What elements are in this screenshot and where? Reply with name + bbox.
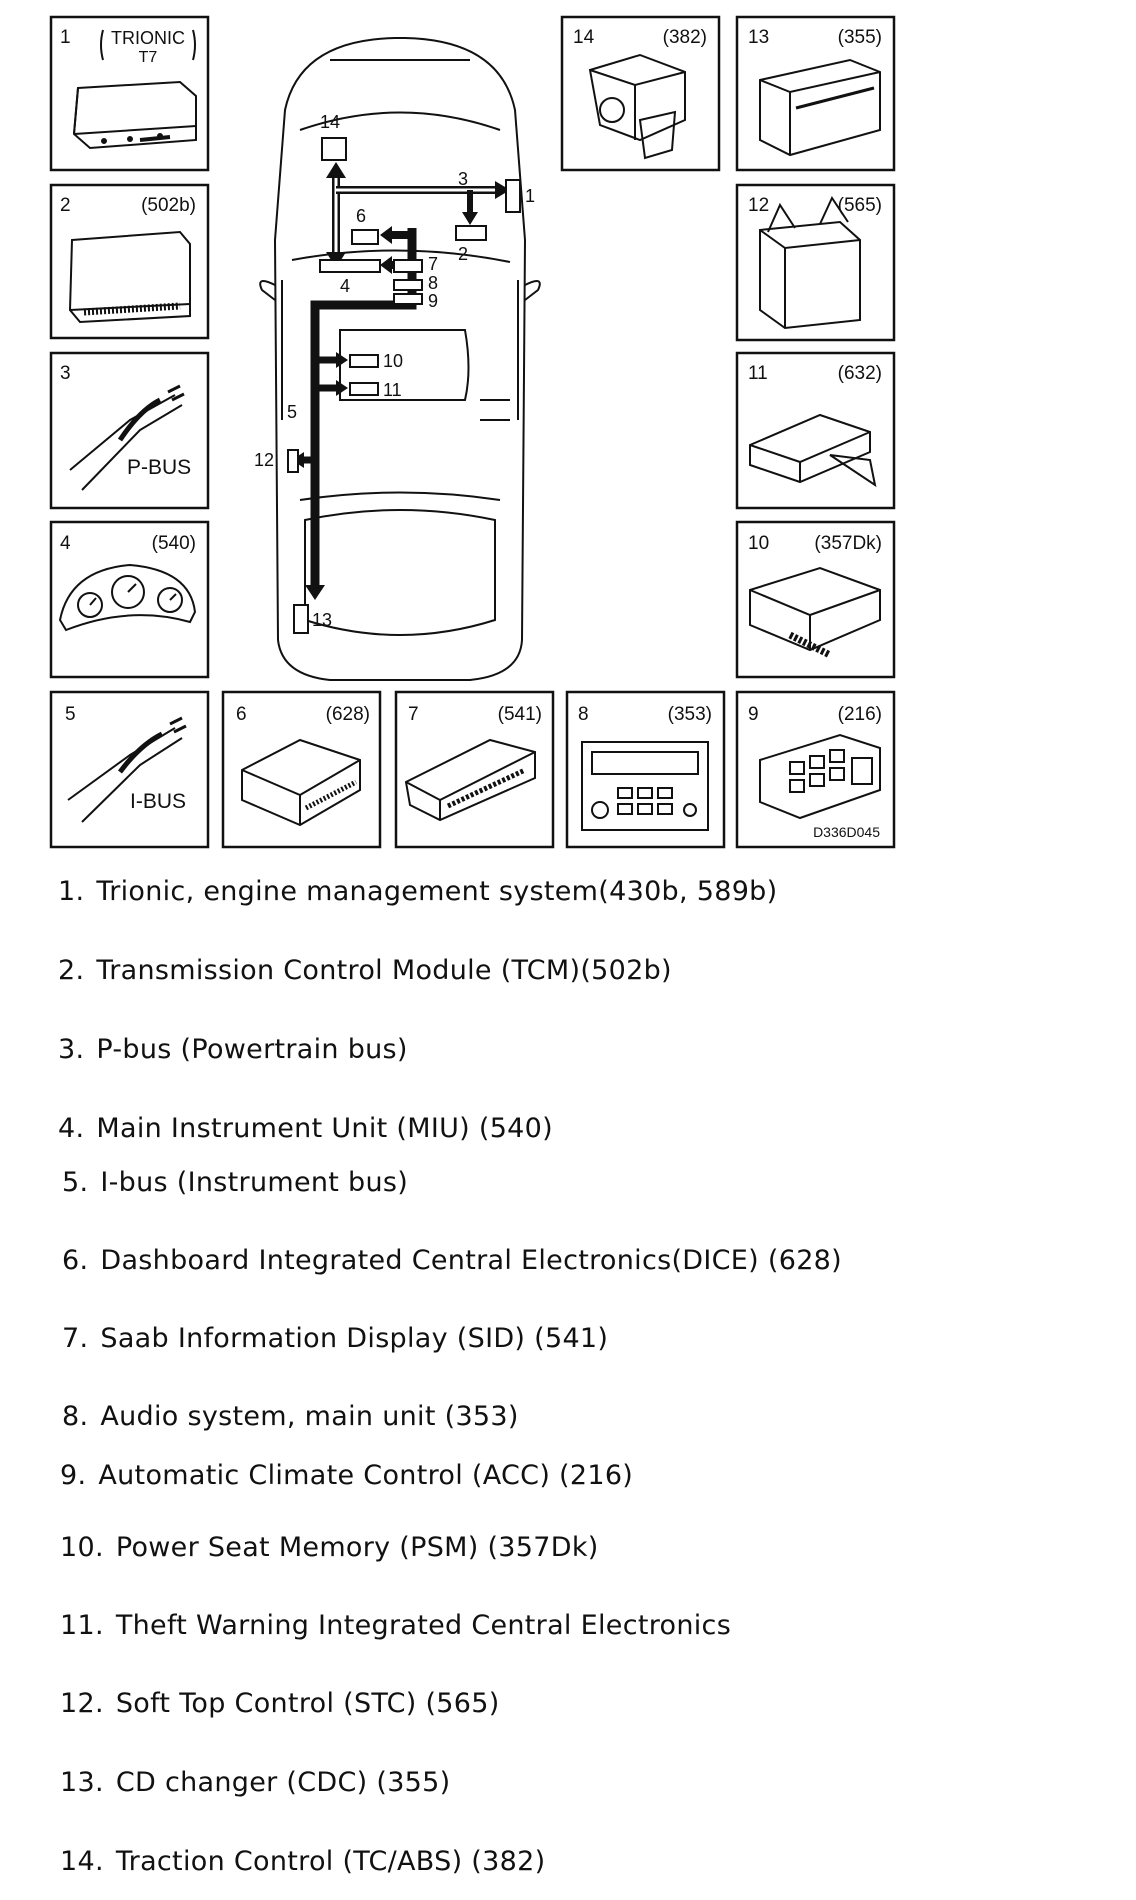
legend-text: CD changer (CDC) (355)	[115, 1767, 451, 1798]
psm-module-icon	[750, 568, 880, 655]
component-box-9	[737, 692, 894, 847]
box-number: 10	[748, 533, 770, 554]
legend-item	[60, 1688, 500, 1719]
component-box-2	[51, 185, 208, 338]
component-box-8	[567, 692, 724, 847]
marker-1	[506, 180, 520, 212]
box-code: (541)	[497, 704, 542, 725]
component-box-3	[51, 353, 208, 508]
legend-item	[60, 1460, 633, 1491]
marker-12	[288, 450, 298, 472]
box-code: (502b)	[141, 195, 196, 216]
marker-11	[350, 383, 378, 395]
bus-label: I-BUS	[130, 790, 187, 813]
legend-text: Soft Top Control (STC) (565)	[115, 1688, 500, 1719]
stc-module-icon	[760, 198, 860, 328]
box-code: (540)	[151, 533, 196, 554]
component-box-12	[737, 185, 894, 340]
box-number: 6	[236, 704, 247, 725]
legend-item	[62, 1167, 408, 1198]
legend-item	[60, 1846, 545, 1877]
car-label-14: 14	[320, 112, 341, 132]
legend-number: 14.	[60, 1846, 104, 1877]
legend-text: P-bus (Powertrain bus)	[96, 1034, 408, 1065]
box-number: 14	[573, 27, 595, 48]
box-number: 9	[748, 704, 759, 725]
legend-text: Theft Warning Integrated Central Electronics	[115, 1610, 732, 1641]
cd-changer-icon	[760, 60, 880, 155]
instrument-cluster-icon	[60, 565, 195, 630]
box-number: 8	[578, 704, 589, 725]
component-box-10	[737, 522, 894, 677]
legend-text: Traction Control (TC/ABS) (382)	[115, 1846, 546, 1877]
car-label-13: 13	[312, 610, 333, 630]
box-code: (216)	[837, 704, 882, 725]
legend-item	[58, 1113, 553, 1144]
climate-control-icon	[760, 735, 880, 818]
car-label-3: 3	[458, 169, 469, 189]
legend-item	[60, 1767, 450, 1798]
legend-item	[58, 876, 777, 907]
legend-number: 3.	[58, 1034, 85, 1065]
component-box-1	[51, 17, 208, 170]
box-number: 2	[60, 195, 71, 216]
box-number: 4	[60, 533, 71, 554]
marker-9	[394, 294, 422, 304]
component-box-6	[223, 692, 380, 847]
marker-10	[350, 355, 378, 367]
legend-number: 13.	[60, 1767, 104, 1798]
component-box-11	[737, 353, 894, 508]
box-code: (632)	[837, 363, 882, 384]
box-code: (628)	[325, 704, 370, 725]
legend-number: 10.	[60, 1532, 104, 1563]
legend-number: 2.	[58, 955, 85, 986]
legend-number: 9.	[60, 1460, 87, 1491]
legend-text: Transmission Control Module (TCM)(502b)	[96, 955, 672, 986]
box-label-line-2: T7	[138, 49, 158, 66]
component-legend	[0, 850, 1136, 1900]
legend-number: 1.	[58, 876, 85, 907]
car-label-1: 1	[525, 186, 536, 206]
legend-text: Dashboard Integrated Central Electronics(DICE) (628)	[100, 1245, 842, 1276]
diagram-svg	[0, 0, 1136, 850]
box-number: 11	[748, 363, 768, 384]
car-label-11: 11	[383, 380, 402, 400]
car-label-5: 5	[287, 402, 298, 422]
marker-6	[352, 230, 378, 244]
box-code: (565)	[837, 195, 882, 216]
component-location-diagram	[0, 0, 1136, 850]
dice-module-icon	[242, 740, 360, 825]
box-code: (353)	[667, 704, 712, 725]
tcm-module-icon	[70, 232, 190, 322]
legend-item	[58, 955, 672, 986]
component-box-13	[737, 17, 894, 170]
abs-unit-icon	[590, 55, 685, 158]
component-box-14	[562, 17, 719, 170]
legend-text: Power Seat Memory (PSM) (357Dk)	[115, 1532, 599, 1563]
box-number: 3	[60, 363, 71, 384]
legend-item	[62, 1401, 519, 1432]
legend-number: 11.	[60, 1610, 104, 1641]
audio-unit-icon	[582, 742, 708, 830]
box-number: 1	[60, 27, 71, 48]
box-code: (357Dk)	[814, 533, 882, 554]
car-label-7: 7	[428, 254, 439, 274]
legend-text: Audio system, main unit (353)	[100, 1401, 519, 1432]
component-box-4	[51, 522, 208, 677]
marker-14	[322, 138, 346, 160]
legend-item	[62, 1245, 842, 1276]
legend-text: Saab Information Display (SID) (541)	[100, 1323, 609, 1354]
legend-text: Main Instrument Unit (MIU) (540)	[96, 1113, 553, 1144]
box-number: 12	[748, 195, 770, 216]
bus-label: P-BUS	[127, 456, 192, 479]
box-label-line-1: TRIONIC	[111, 28, 185, 48]
box-number: 5	[65, 704, 76, 725]
legend-number: 12.	[60, 1688, 104, 1719]
legend-number: 8.	[62, 1401, 89, 1432]
legend-text: Automatic Climate Control (ACC) (216)	[98, 1460, 634, 1491]
legend-number: 4.	[58, 1113, 85, 1144]
legend-item	[58, 1034, 408, 1065]
legend-text: Trionic, engine management system(430b, 589b)	[96, 876, 778, 907]
car-label-8: 8	[428, 273, 439, 293]
car-label-9: 9	[428, 291, 439, 311]
component-box-7	[396, 692, 553, 847]
legend-number: 6.	[62, 1245, 89, 1276]
legend-number: 5.	[62, 1167, 89, 1198]
car-label-6: 6	[356, 206, 367, 226]
car-label-10: 10	[383, 351, 404, 371]
box-number: 13	[748, 27, 770, 48]
marker-4	[320, 260, 380, 272]
legend-text: I-bus (Instrument bus)	[100, 1167, 409, 1198]
legend-item	[62, 1323, 608, 1354]
marker-8	[394, 280, 422, 290]
marker-2	[456, 226, 486, 240]
marker-7	[394, 260, 422, 272]
car-label-4: 4	[340, 276, 351, 296]
trionic-ecu-icon	[74, 82, 196, 148]
box-code: (382)	[662, 27, 707, 48]
legend-item	[60, 1532, 599, 1563]
marker-13	[294, 605, 308, 633]
twice-module-icon	[750, 415, 875, 485]
component-box-5	[51, 692, 208, 847]
car-label-2: 2	[458, 244, 469, 264]
box-code: (355)	[837, 27, 882, 48]
legend-number: 7.	[62, 1323, 89, 1354]
sid-display-icon	[406, 740, 535, 820]
legend-item	[60, 1610, 731, 1641]
box-number: 7	[408, 704, 419, 725]
figure-code: D336D045	[813, 824, 880, 840]
car-label-12: 12	[254, 450, 275, 470]
